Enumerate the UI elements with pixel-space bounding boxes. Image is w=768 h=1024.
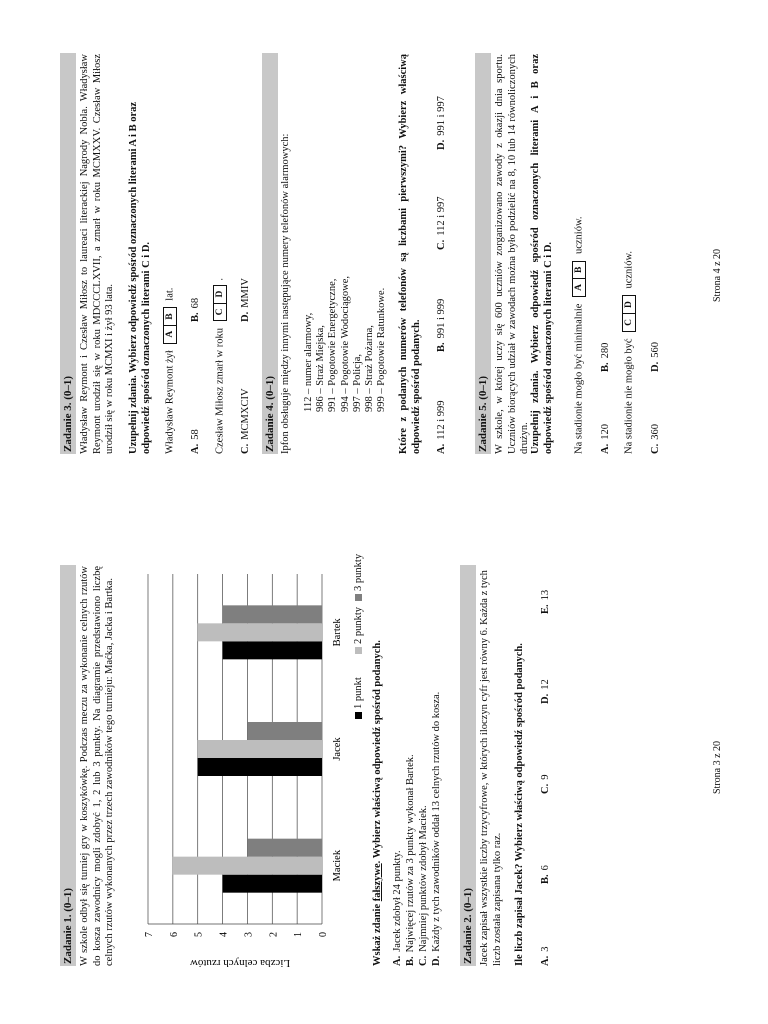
task3-sentence-2 [213,278,227,454]
choice-d[interactable]: D [623,296,635,314]
legend-item-1pt [353,677,364,719]
option-text: 9 [540,774,551,780]
answer-box-cd[interactable] [622,295,636,332]
option-letter: D. [240,311,251,322]
task2-option-c[interactable] [540,775,551,794]
answer-box-ab[interactable] [163,307,177,343]
legend-swatch-black [355,712,362,719]
chart-y-axis-label: Liczba celnych rzutów [189,957,291,969]
page-3 [0,512,768,1024]
task4-question: Które z podanych numerów telefonów są liczbami pierwszymi? Wybierz właściwą odpowiedź spośród podanych. [398,54,422,454]
option-letter: B. [540,874,551,884]
bar-jacek-1 [198,758,322,776]
option-letter: A. [190,443,201,454]
y-tick-label: 7 [144,932,155,937]
option-letter: E. [540,604,551,614]
task2-option-a[interactable] [540,947,551,966]
task2-text: Jacek zapisał wszystkie liczby trzycyfrowe, w których iloczyn cyfr jest równy 6. Każda z tych liczb została zapisana tylko raz. [479,570,503,966]
list-item: 999 – Pogotowie Ratunkowe. [376,287,388,412]
bar-maciek-3 [247,839,322,857]
task4-option-c[interactable] [436,197,447,251]
task2-option-e[interactable] [540,590,551,614]
y-tick-label: 0 [318,932,329,937]
option-text: Jacek zdobył 24 punkty. [392,850,403,952]
page-footer: Strona 4 z 20 [712,248,723,302]
option-letter: B. [600,362,611,372]
task5-option-d[interactable] [650,342,661,372]
option-letter: C. [436,239,447,250]
option-letter: B. [436,342,447,352]
legend-item-2pt [353,607,364,654]
task1-option-b[interactable] [405,754,416,966]
sentence-suffix: uczniów. [623,251,635,289]
choice-b[interactable]: B [164,308,176,325]
task4-option-d[interactable] [436,96,447,150]
option-text: Każdy z tych zawodników oddał 13 celnych rzutów do kosza. [431,691,442,952]
y-tick-label: 6 [168,932,180,937]
choice-c[interactable]: C [215,308,225,316]
choice-b[interactable]: B [573,262,585,279]
bar-chart [140,564,352,974]
sentence-suffix: . [214,278,226,281]
option-text: 6 [540,865,551,871]
option-letter: A. [600,443,611,454]
option-text: 112 i 997 [436,196,447,236]
option-text: 360 [650,424,661,440]
task3-instruction: Uzupełnij zdania. Wybierz odpowiedź spośród oznaczonych literami A i B oraz odpowiedź spośród oznaczonych literami C i D. [128,101,152,454]
legend-swatch-light [355,647,362,654]
choice-a[interactable]: A [574,284,584,291]
bar-jacek-2 [198,740,322,758]
option-letter: A. [436,443,447,454]
bar-jacek-3 [247,722,322,740]
task5-header: Zadanie 5. (0–1) [475,53,491,454]
y-tick-label: 4 [218,932,230,937]
y-tick-label: 3 [243,932,255,937]
page-footer: Strona 3 z 20 [712,740,723,794]
option-text: 3 [540,946,551,952]
bar-maciek-1 [223,875,322,893]
task2-header: Zadanie 2. (0–1) [460,565,476,966]
list-item: 998 – Straż Pożarna, [364,325,376,412]
option-letter: D. [650,361,661,372]
task3-option-b[interactable] [190,298,201,322]
option-text: 120 [600,424,611,440]
option-letter: D. [436,139,447,150]
sentence-text: Na stadionie mogło być minimalnie [573,303,585,454]
task5-text: W szkole, w której uczy się 600 uczniów zorganizowano zawody z okazji dnia sportu. Uczniów biorących udział w zawodach można było podzielić na 8, 10 lub 14 równoliczonych drużyn. [494,54,530,454]
task3-option-a[interactable] [190,429,201,454]
option-text: 991 i 999 [436,298,447,339]
option-text: Najmniej punktów zdobył Maciek. [418,805,429,952]
choice-d[interactable]: D [214,286,226,304]
legend-label: 1 punkt [353,677,364,709]
task4-option-a[interactable] [436,401,447,455]
task3-text: Władysław Reymont i Czesław Miłosz to laureaci literackiej Nagrody Nobla. Władysław Reymont urodził się w roku MDCCCLXVII, a zmarł w roku MCMXXV. Czesław Miłosz urodził się w roku MCMXI i żył 93 lata. [79,54,115,454]
option-letter: A. [540,955,551,966]
task3-sentence-1 [163,288,177,454]
task5-sentence-1 [572,217,586,454]
legend-swatch-dark [355,594,362,601]
y-tick-label: 1 [293,932,305,937]
chart-legend-2 [353,548,364,654]
task3-header: Zadanie 3. (0–1) [60,53,76,454]
sentence-suffix: uczniów. [573,216,585,255]
task4-header: Zadanie 4. (0–1) [262,53,278,454]
sentence-suffix: lat. [164,287,176,301]
task2-question: Ile liczb zapisał Jacek? Wybierz właściwą odpowiedź spośród podanych. [514,643,525,966]
bar-bartek-3 [223,605,322,623]
instruction-keyword: fałszywe [372,863,383,902]
list-item: 994 – Pogotowie Wodociągowe, [339,275,351,412]
task5-option-c[interactable] [650,424,661,454]
task4-option-b[interactable] [436,299,447,352]
option-letter: D. [540,693,551,704]
x-tick-label: Bartek [332,618,343,647]
option-text: 58 [190,429,201,440]
emergency-numbers-list [303,276,388,412]
task2-option-b[interactable] [540,865,551,884]
option-text: 991 i 997 [436,96,447,136]
legend-item-3pt [353,554,364,601]
option-text: 112 i 999 [436,400,447,440]
task5-option-b[interactable] [600,343,611,372]
task1-option-c[interactable] [418,805,429,966]
y-tick-label: 2 [268,932,280,937]
option-text: MMIV [240,278,251,308]
task1-option-d[interactable] [431,692,442,966]
task4-text: Ipfon obsługuje między innymi następujące numery telefonów alarmowych: [280,133,291,454]
option-letter: C. [540,783,551,794]
bar-maciek-2 [173,857,322,875]
x-tick-label: Jacek [332,737,343,761]
option-letter: C. [650,443,661,454]
option-text: 13 [540,589,551,601]
legend-label: 2 punkty [353,606,364,644]
option-text: 560 [650,342,661,358]
instruction-suffix: . Wybierz właściwą odpowiedź spośród podanych. [372,640,383,864]
option-text: 68 [190,297,201,309]
list-item: 986 – Straż Miejska, [315,325,327,412]
option-letter: C. [418,955,429,966]
option-text: MCMXCIV [240,388,251,440]
option-text: 12 [540,679,551,690]
task3-option-d[interactable] [240,278,251,322]
sentence-text: Władysław Reymont żył [164,350,176,454]
task1-option-a[interactable] [392,850,403,966]
answer-box-ab[interactable] [572,261,586,297]
task1-text: W szkole odbył się turniej gry w koszykówkę. Podczas meczu za wykonanie celnych rzutów do kosza zawodnicy mogli zdobyć 1, 2 lub 3 punkty. Na diagramie przedstawiono liczbę celnych rzutów wykonanych przez trzech zawodników tego turnieju: Maćka, Jacka i Bartka. [79,566,115,966]
list-item: 112 – numer alarmowy, [303,312,314,412]
legend-label: 3 punkty [353,553,364,591]
option-letter: A. [392,955,403,966]
bar-bartek-1 [223,641,322,659]
choice-c[interactable]: C [624,319,634,326]
y-tick-label: 5 [193,932,205,937]
option-letter: D. [431,955,442,966]
answer-box-cd[interactable] [213,285,227,322]
option-letter: B. [190,312,201,322]
sentence-text: Na stadionie nie mogło być [623,338,635,454]
task3-option-c[interactable] [240,388,251,454]
option-text: Najwięcej rzutów za 3 punkty wykonał Bartek. [405,754,416,953]
task5-instruction: Uzupełnij zdania. Wybierz odpowiedź spośród oznaczonych literami A i B oraz odpowiedź spośród oznaczonych literami C i D. [530,54,554,454]
choice-a[interactable]: A [165,330,175,338]
option-letter: B. [405,956,416,966]
list-item: 997 – Policja, [351,353,363,412]
task5-sentence-2 [622,251,636,454]
task2-option-d[interactable] [540,679,551,704]
list-item: 991 – Pogotowie Energetyczne, [327,278,339,412]
option-letter: C. [240,443,251,454]
instruction-prefix: Wskaż zdanie [372,901,383,966]
option-text: 280 [600,342,611,359]
x-tick-label: Maciek [332,849,343,882]
sentence-text: Czesław Miłosz zmarł w roku [214,328,226,454]
task1-header: Zadanie 1. (0–1) [60,565,76,966]
task5-option-a[interactable] [600,424,611,454]
task1-instruction [372,566,385,966]
bar-bartek-2 [198,623,322,641]
